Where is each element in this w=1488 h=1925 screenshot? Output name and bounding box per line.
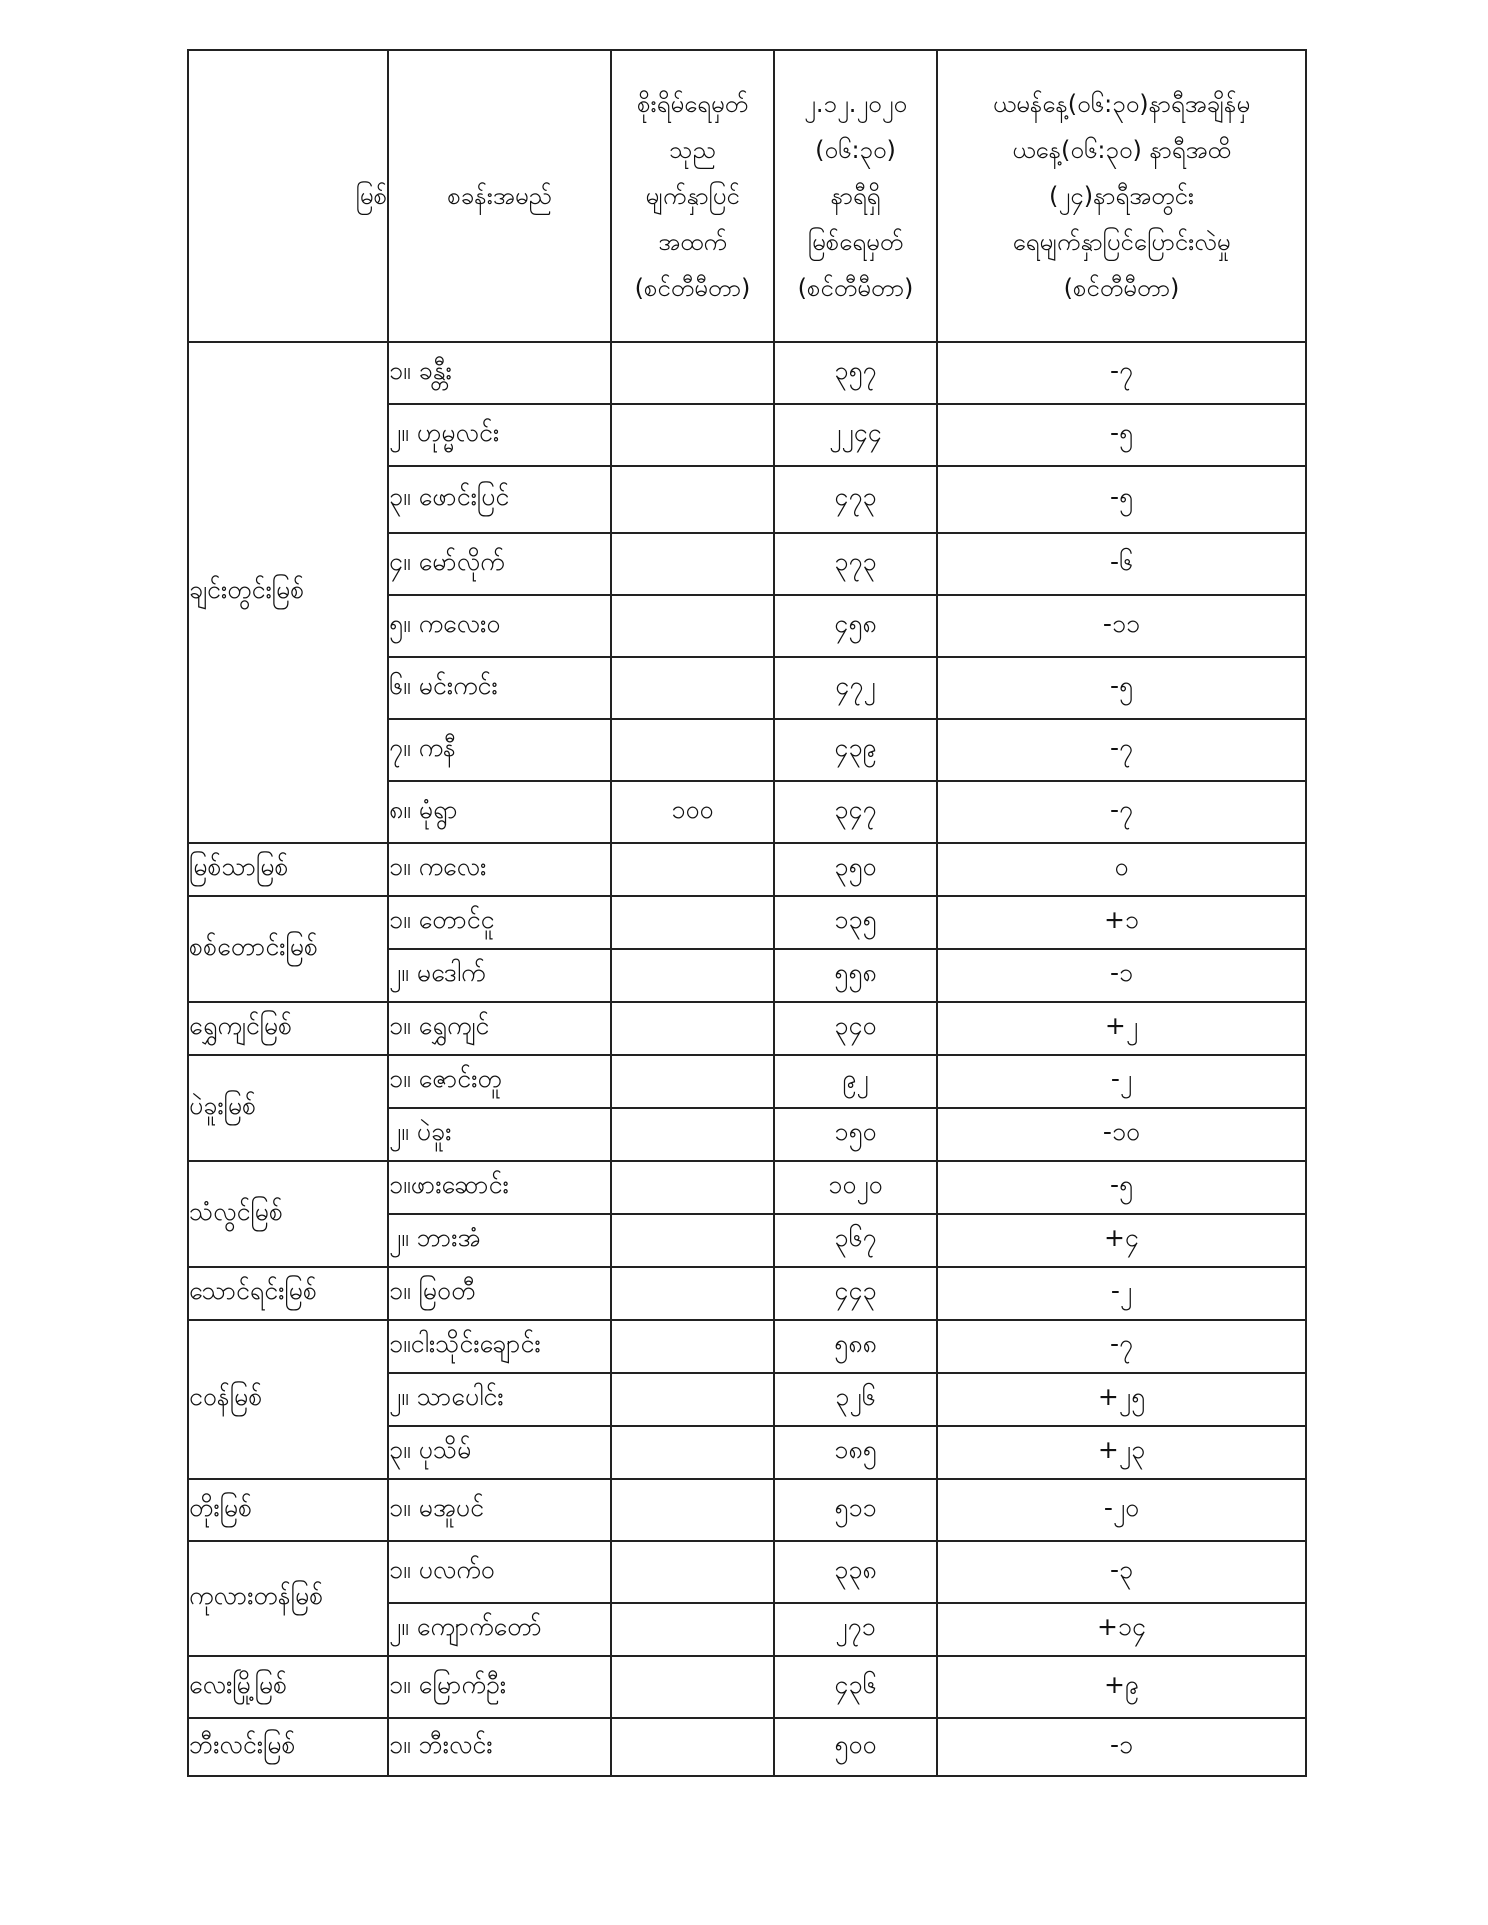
danger-level-cell: [611, 1267, 774, 1320]
level-change-cell: ၀: [937, 843, 1306, 896]
header-current-level: [774, 50, 937, 342]
water-level-cell: ၄၇၂: [774, 657, 937, 719]
header-danger-level: [611, 50, 774, 342]
table-row: [188, 1479, 1306, 1541]
water-level-cell: ၃၄၇: [774, 781, 937, 843]
level-change-cell: +၉: [937, 1656, 1306, 1718]
station-name-cell: ၂။ သာပေါင်း: [388, 1373, 611, 1426]
table-row: [188, 1161, 1306, 1214]
danger-level-cell: [611, 1656, 774, 1718]
station-name-cell: ၁။ ခန္တီး: [388, 342, 611, 404]
level-change-cell: -၇: [937, 1320, 1306, 1373]
station-name-cell: ၂။ မဒေါက်: [388, 949, 611, 1002]
level-change-cell: +၁: [937, 896, 1306, 949]
station-name-cell: ၁။ငါးသိုင်းချောင်း: [388, 1320, 611, 1373]
river-name-cell: သောင်ရင်းမြစ်: [188, 1267, 388, 1320]
water-level-cell: ၄၃၆: [774, 1656, 937, 1718]
station-name-cell: ၈။ မုံရွာ: [388, 781, 611, 843]
station-name-cell: ၁။ ဇောင်းတူ: [388, 1055, 611, 1108]
table-row: [188, 1541, 1306, 1603]
table-row: [188, 342, 1306, 404]
header-danger-line: စိုးရိမ်ရေမှတ်: [637, 90, 748, 118]
water-level-cell: ၃၅၇: [774, 342, 937, 404]
table-row: [188, 1267, 1306, 1320]
river-name-cell: ဘီးလင်းမြစ်: [188, 1718, 388, 1776]
level-change-cell: -၅: [937, 1161, 1306, 1214]
water-level-cell: ၁၃၅: [774, 896, 937, 949]
river-name-cell: ချင်းတွင်းမြစ်: [188, 342, 388, 843]
water-level-cell: ၄၃၉: [774, 719, 937, 781]
danger-level-cell: [611, 1002, 774, 1055]
water-level-cell: ၄၇၃: [774, 466, 937, 533]
river-name-cell: မြစ်သာမြစ်: [188, 843, 388, 896]
table-row: [188, 1002, 1306, 1055]
river-name-cell: တိုးမြစ်: [188, 1479, 388, 1541]
danger-level-cell: [611, 1214, 774, 1267]
level-change-cell: -၅: [937, 657, 1306, 719]
station-name-cell: ၇။ ကနီ: [388, 719, 611, 781]
danger-level-cell: [611, 404, 774, 466]
river-name-cell: ရွှေကျင်မြစ်: [188, 1002, 388, 1055]
danger-level-cell: [611, 843, 774, 896]
water-level-cell: ၁၀၂၀: [774, 1161, 937, 1214]
level-change-cell: -၁: [937, 1718, 1306, 1776]
header-current-line: နာရီရှိ: [830, 182, 881, 210]
water-level-cell: ၂၇၁: [774, 1603, 937, 1656]
table-row: [188, 1055, 1306, 1108]
water-level-cell: ၅၁၁: [774, 1479, 937, 1541]
level-change-cell: +၂: [937, 1002, 1306, 1055]
water-level-cell: ၅၈၈: [774, 1320, 937, 1373]
level-change-cell: -၃: [937, 1541, 1306, 1603]
danger-level-cell: [611, 533, 774, 595]
header-change-line: ရေမျက်နှာပြင်ပြောင်းလဲမှု: [1012, 228, 1231, 256]
water-level-cell: ၃၅၀: [774, 843, 937, 896]
header-change-line: (၂၄)နာရီအတွင်း: [1049, 182, 1194, 210]
danger-level-cell: [611, 896, 774, 949]
river-name-cell: ပဲခူးမြစ်: [188, 1055, 388, 1161]
danger-level-cell: [611, 595, 774, 657]
station-name-cell: ၃။ ဖောင်းပြင်: [388, 466, 611, 533]
station-name-cell: ၅။ ကလေးဝ: [388, 595, 611, 657]
level-change-cell: -၁၁: [937, 595, 1306, 657]
level-change-cell: +၄: [937, 1214, 1306, 1267]
water-level-cell: ၉၂: [774, 1055, 937, 1108]
station-name-cell: ၂။ ဘားအံ: [388, 1214, 611, 1267]
station-name-cell: ၁။ ပလက်ဝ: [388, 1541, 611, 1603]
table-row: [188, 896, 1306, 949]
header-station: စခန်းအမည်: [388, 50, 611, 342]
water-level-cell: ၁၅၀: [774, 1108, 937, 1161]
danger-level-cell: [611, 342, 774, 404]
header-row: [188, 50, 1306, 342]
water-level-cell: ၄၅၈: [774, 595, 937, 657]
level-change-cell: -၇: [937, 342, 1306, 404]
station-name-cell: ၁။ ရွှေကျင်: [388, 1002, 611, 1055]
header-change-24h: [937, 50, 1306, 342]
header-change-line: ယမန်နေ့(၀၆:၃၀)နာရီအချိန်မှ: [992, 90, 1251, 118]
table-row: [188, 1656, 1306, 1718]
level-change-cell: -၇: [937, 719, 1306, 781]
header-danger-line: (စင်တီမီတာ): [634, 274, 751, 302]
level-change-cell: -၅: [937, 466, 1306, 533]
header-change-line: ယနေ့(၀၆:၃၀) နာရီအထိ: [1012, 136, 1231, 164]
river-name-cell: ကုလားတန်မြစ်: [188, 1541, 388, 1656]
station-name-cell: ၁။ ကလေး: [388, 843, 611, 896]
river-name-cell: စစ်တောင်းမြစ်: [188, 896, 388, 1002]
station-name-cell: ၂။ ဟုမ္မလင်း: [388, 404, 611, 466]
table-row: [188, 843, 1306, 896]
station-name-cell: ၁။ မအူပင်: [388, 1479, 611, 1541]
water-level-cell: ၂၂၄၄: [774, 404, 937, 466]
danger-level-cell: [611, 1161, 774, 1214]
level-change-cell: -၁: [937, 949, 1306, 1002]
water-level-cell: ၃၇၃: [774, 533, 937, 595]
table-row: [188, 1718, 1306, 1776]
table-body: [188, 342, 1306, 1776]
level-change-cell: -၂: [937, 1267, 1306, 1320]
danger-level-cell: [611, 949, 774, 1002]
header-current-line: မြစ်ရေမှတ်: [807, 228, 904, 256]
danger-level-cell: [611, 1426, 774, 1479]
danger-level-cell: [611, 719, 774, 781]
danger-level-cell: [611, 1603, 774, 1656]
level-change-cell: -၇: [937, 781, 1306, 843]
water-level-cell: ၅၅၈: [774, 949, 937, 1002]
station-name-cell: ၂။ ကျောက်တော်: [388, 1603, 611, 1656]
river-level-table: [187, 49, 1307, 1777]
level-change-cell: +၂၃: [937, 1426, 1306, 1479]
header-danger-line: မျက်နှာပြင်: [645, 182, 740, 210]
header-change-line: (စင်တီမီတာ): [1063, 274, 1180, 302]
river-name-cell: ငဝန်မြစ်: [188, 1320, 388, 1479]
danger-level-cell: [611, 1373, 774, 1426]
header-danger-line: သုည: [669, 136, 716, 164]
station-name-cell: ၁။ ဘီးလင်း: [388, 1718, 611, 1776]
danger-level-cell: [611, 1055, 774, 1108]
water-level-cell: ၁၈၅: [774, 1426, 937, 1479]
station-name-cell: ၁။ မြဝတီ: [388, 1267, 611, 1320]
danger-level-cell: [611, 466, 774, 533]
water-level-cell: ၃၃၈: [774, 1541, 937, 1603]
station-name-cell: ၁။ဖားဆောင်း: [388, 1161, 611, 1214]
level-change-cell: -၂၀: [937, 1479, 1306, 1541]
level-change-cell: -၆: [937, 533, 1306, 595]
station-name-cell: ၆။ မင်းကင်း: [388, 657, 611, 719]
station-name-cell: ၃။ ပုသိမ်: [388, 1426, 611, 1479]
level-change-cell: +၁၄: [937, 1603, 1306, 1656]
header-current-line: ၂.၁၂.၂၀၂၀: [804, 90, 907, 118]
danger-level-cell: ၁၀၀: [611, 781, 774, 843]
level-change-cell: -၂: [937, 1055, 1306, 1108]
table-row: [188, 1320, 1306, 1373]
river-name-cell: သံလွင်မြစ်: [188, 1161, 388, 1267]
header-current-line: (၀၆:၃၀): [815, 136, 896, 164]
water-level-cell: ၃၄၀: [774, 1002, 937, 1055]
danger-level-cell: [611, 1541, 774, 1603]
danger-level-cell: [611, 1479, 774, 1541]
water-level-cell: ၄၄၃: [774, 1267, 937, 1320]
danger-level-cell: [611, 657, 774, 719]
level-change-cell: -၁၀: [937, 1108, 1306, 1161]
station-name-cell: ၂။ ပဲခူး: [388, 1108, 611, 1161]
water-level-cell: ၃၆၇: [774, 1214, 937, 1267]
level-change-cell: +၂၅: [937, 1373, 1306, 1426]
station-name-cell: ၁။ တောင်ငူ: [388, 896, 611, 949]
danger-level-cell: [611, 1320, 774, 1373]
header-current-line: (စင်တီမီတာ): [797, 274, 914, 302]
water-level-cell: ၃၂၆: [774, 1373, 937, 1426]
danger-level-cell: [611, 1718, 774, 1776]
header-danger-line: အထက်: [658, 228, 727, 256]
danger-level-cell: [611, 1108, 774, 1161]
header-river: မြစ်: [188, 50, 388, 342]
level-change-cell: -၅: [937, 404, 1306, 466]
station-name-cell: ၁။ မြောက်ဦး: [388, 1656, 611, 1718]
water-level-cell: ၅၀၀: [774, 1718, 937, 1776]
station-name-cell: ၄။ မော်လိုက်: [388, 533, 611, 595]
river-name-cell: လေးမြို့မြစ်: [188, 1656, 388, 1718]
